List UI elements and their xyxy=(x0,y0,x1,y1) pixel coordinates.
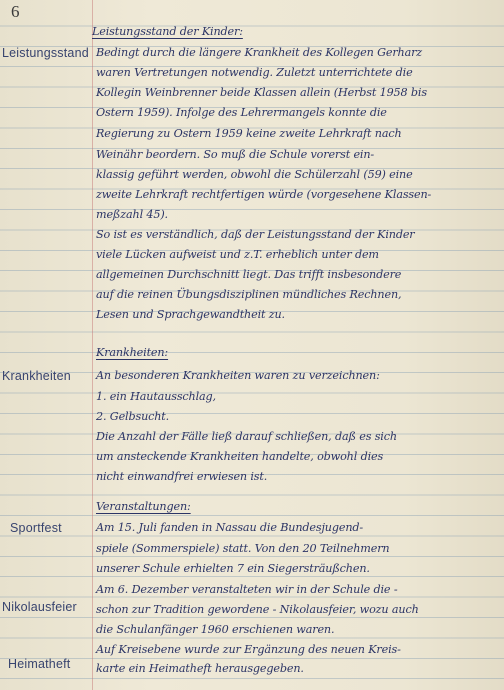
text-line: 2. Gelbsucht. xyxy=(96,410,170,423)
section-title-krankheiten: Krankheiten: xyxy=(96,346,169,359)
text-line: An besonderen Krankheiten waren zu verzeichnen: xyxy=(96,369,380,382)
text-line: Auf Kreisebene wurde zur Ergänzung des neuen Kreis- xyxy=(96,643,401,656)
text-line: spiele (Sommerspiele) statt. Von den 20 Teilnehmern xyxy=(96,542,390,555)
text-line: allgemeinen Durchschnitt liegt. Das trifft insbesondere xyxy=(96,268,402,281)
text-line: So ist es verständlich, daß der Leistungsstand der Kinder xyxy=(96,228,415,241)
text-line: karte ein Heimatheft herausgegeben. xyxy=(96,662,304,675)
margin-label-heimatheft: Heimatheft xyxy=(8,657,71,671)
text-line: meßzahl 45). xyxy=(96,208,168,221)
text-line: auf die reinen Übungsdisziplinen mündliches Rechnen, xyxy=(96,288,402,301)
text-line: Kollegin Weinbrenner beide Klassen allein (Herbst 1958 bis xyxy=(96,86,427,99)
text-line: um ansteckende Krankheiten handelte, obwohl dies xyxy=(96,450,384,463)
margin-label-nikolausfeier: Nikolausfeier xyxy=(2,600,77,614)
text-line: klassig geführt werden, obwohl die Schülerzahl (59) eine xyxy=(96,168,413,181)
text-line: Ostern 1959). Infolge des Lehrermangels konnte die xyxy=(96,106,387,119)
text-line: die Schulanfänger 1960 erschienen waren. xyxy=(96,623,335,636)
text-line: Weinähr beordern. So muß die Schule vorerst ein- xyxy=(96,148,375,161)
text-line: waren Vertretungen notwendig. Zuletzt unterrichtete die xyxy=(96,66,413,79)
text-line: unserer Schule erhielten 7 ein Siegersträußchen. xyxy=(96,562,370,575)
margin-label-leistungsstand: Leistungsstand xyxy=(2,46,89,60)
text-line: Bedingt durch die längere Krankheit des Kollegen Gerharz xyxy=(96,46,423,59)
text-line: schon zur Tradition gewordene - Nikolausfeier, wozu auch xyxy=(96,603,419,616)
page-number: 6 xyxy=(11,2,20,21)
text-line: Am 15. Juli fanden in Nassau die Bundesjugend- xyxy=(96,521,364,534)
section-title-leistungsstand: Leistungsstand der Kinder: xyxy=(92,25,243,38)
margin-label-sportfest: Sportfest xyxy=(10,521,62,535)
text-line: Regierung zu Ostern 1959 keine zweite Lehrkraft nach xyxy=(96,127,402,140)
text-line: viele Lücken aufweist und z.T. erheblich unter dem xyxy=(96,248,379,261)
text-line: Lesen und Sprachgewandtheit zu. xyxy=(96,308,285,321)
text-line: nicht einwandfrei erwiesen ist. xyxy=(96,470,268,483)
text-line: Am 6. Dezember veranstalteten wir in der Schule die - xyxy=(96,583,398,596)
text-line: zweite Lehrkraft rechtfertigen würde (vorgesehene Klassen- xyxy=(96,188,432,201)
margin-label-krankheiten: Krankheiten xyxy=(2,369,71,383)
text-line: 1. ein Hautausschlag, xyxy=(96,390,216,403)
text-line: Die Anzahl der Fälle ließ darauf schließen, daß es sich xyxy=(96,430,397,443)
margin-rule xyxy=(92,0,93,690)
section-title-veranstaltungen: Veranstaltungen: xyxy=(96,500,191,513)
